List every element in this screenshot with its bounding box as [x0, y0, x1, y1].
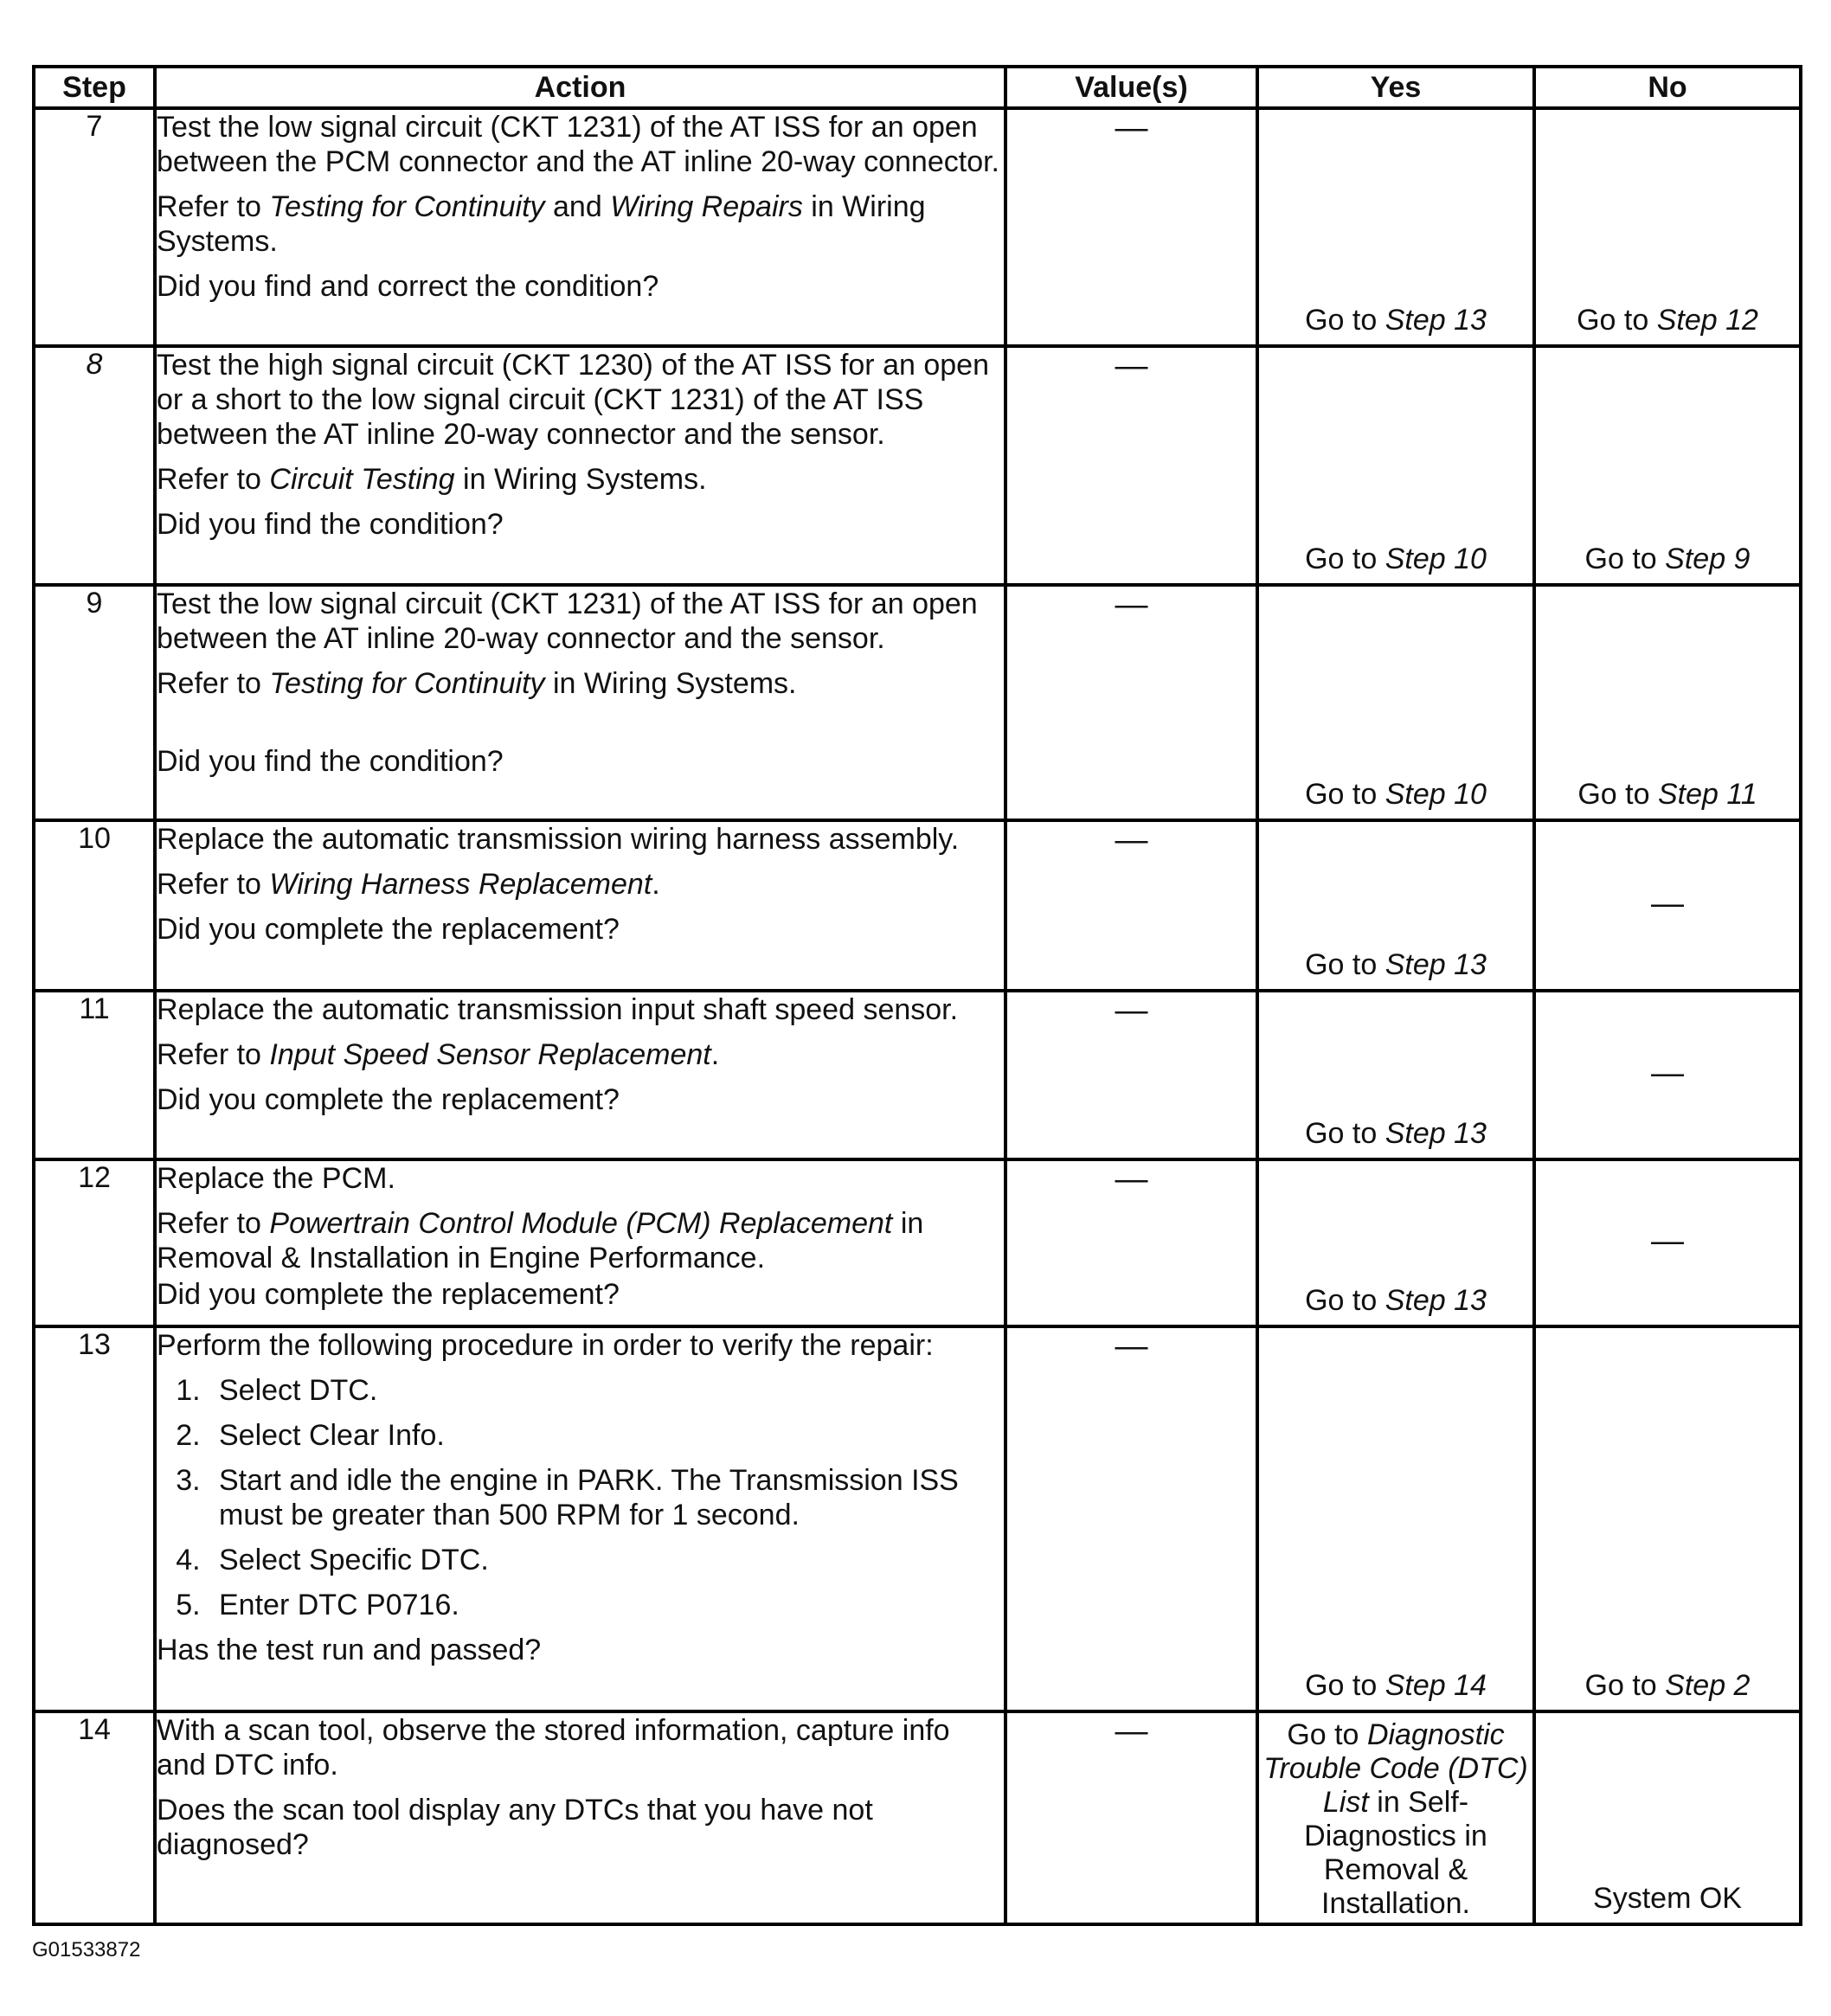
yes-cell	[1257, 1711, 1534, 1924]
action-cell	[155, 108, 1005, 346]
yes-reference: Go to Diagnostic Trouble Code (DTC) List in Self-Diagnostics in Removal & Installation.	[1263, 1718, 1528, 1920]
action-cell	[155, 991, 1005, 1159]
step-number: 7	[34, 108, 155, 346]
yes-cell: Go to Step 13	[1257, 820, 1534, 991]
value-cell: —	[1005, 991, 1257, 1159]
yes-cell: Go to Step 13	[1257, 1159, 1534, 1326]
action-question: Did you find the condition?	[157, 508, 504, 541]
yes-cell: Go to Step 13	[1257, 108, 1534, 346]
action-question: Has the test run and passed?	[157, 1634, 542, 1666]
yes-cell: Go to Step 10	[1257, 346, 1534, 585]
header-row	[34, 67, 1801, 108]
action-text: Replace the automatic transmission wiring harness assembly.	[157, 823, 960, 856]
figure-code: G01533872	[32, 1938, 141, 1961]
value-cell: —	[1005, 1326, 1257, 1711]
action-question: Did you complete the replacement?	[157, 1278, 620, 1311]
step-number: 10	[34, 820, 155, 991]
value-cell: —	[1005, 585, 1257, 820]
header-action: Action	[155, 67, 1005, 108]
header-values: Value(s)	[1005, 67, 1257, 108]
action-refer: Refer to Input Speed Sensor Replacement.	[157, 1038, 720, 1071]
value-cell: —	[1005, 346, 1257, 585]
action-question: Does the scan tool display any DTCs that you have not diagnosed?	[157, 1794, 873, 1861]
list-item: 5. Enter DTC P0716.	[209, 1588, 1004, 1622]
yes-cell: Go to Step 13	[1257, 991, 1534, 1159]
table-row	[34, 820, 1801, 991]
action-cell	[155, 1326, 1005, 1711]
step-number: 13	[34, 1326, 155, 1711]
action-text: With a scan tool, observe the stored information, capture info and DTC info.	[157, 1714, 950, 1782]
action-cell	[155, 820, 1005, 991]
procedure-list	[157, 1373, 1004, 1622]
header-no: No	[1534, 67, 1801, 108]
table-row	[34, 108, 1801, 346]
no-cell: —	[1534, 820, 1801, 991]
value-cell: —	[1005, 1711, 1257, 1924]
list-item: 3. Start and idle the engine in PARK. The Transmission ISS must be greater than 500 RPM for 1 second.	[209, 1463, 1004, 1532]
action-cell	[155, 346, 1005, 585]
table-row	[34, 1711, 1801, 1924]
no-cell: Go to Step 12	[1534, 108, 1801, 346]
action-question: Did you find the condition?	[157, 745, 504, 778]
table-row	[34, 585, 1801, 820]
step-number: 12	[34, 1159, 155, 1326]
action-cell	[155, 1711, 1005, 1924]
action-refer: Refer to Testing for Continuity in Wiring Systems.	[157, 667, 797, 700]
value-cell: —	[1005, 820, 1257, 991]
action-text: Test the low signal circuit (CKT 1231) of the AT ISS for an open between the PCM connector and the AT inline 20-way connector.	[157, 111, 999, 178]
action-text: Test the low signal circuit (CKT 1231) of the AT ISS for an open between the AT inline 20-way connector and the sensor.	[157, 587, 978, 655]
no-cell: —	[1534, 1159, 1801, 1326]
step-number: 8	[34, 346, 155, 585]
action-question: Did you complete the replacement?	[157, 913, 620, 946]
action-refer: Refer to Powertrain Control Module (PCM) Replacement in Removal & Installation in Engine Performance.	[157, 1207, 924, 1274]
table-row	[34, 346, 1801, 585]
action-refer: Refer to Wiring Harness Replacement.	[157, 868, 660, 901]
action-question: Did you find and correct the condition?	[157, 270, 659, 303]
yes-cell: Go to Step 10	[1257, 585, 1534, 820]
list-item: 4. Select Specific DTC.	[209, 1543, 1004, 1577]
action-question: Did you complete the replacement?	[157, 1083, 620, 1116]
header-step: Step	[34, 67, 155, 108]
header-yes: Yes	[1257, 67, 1534, 108]
no-cell: —	[1534, 991, 1801, 1159]
no-cell: Go to Step 2	[1534, 1326, 1801, 1711]
action-text: Perform the following procedure in order to verify the repair:	[157, 1329, 934, 1362]
no-cell: Go to Step 9	[1534, 346, 1801, 585]
no-cell: Go to Step 11	[1534, 585, 1801, 820]
action-refer: Refer to Circuit Testing in Wiring Systems.	[157, 463, 707, 496]
table-row	[34, 991, 1801, 1159]
table-row	[34, 1159, 1801, 1326]
step-number: 9	[34, 585, 155, 820]
list-item: 2. Select Clear Info.	[209, 1418, 1004, 1453]
step-number: 11	[34, 991, 155, 1159]
diagnostic-table	[32, 65, 1802, 1926]
action-refer: Refer to Testing for Continuity and Wiring Repairs in Wiring Systems.	[157, 190, 926, 258]
value-cell: —	[1005, 108, 1257, 346]
value-cell: —	[1005, 1159, 1257, 1326]
action-cell	[155, 1159, 1005, 1326]
step-number: 14	[34, 1711, 155, 1924]
action-text: Test the high signal circuit (CKT 1230) of the AT ISS for an open or a short to the low signal circuit (CKT 1231) of the AT ISS between the AT inline 20-way connector and the sensor.	[157, 349, 989, 451]
no-cell: System OK	[1534, 1711, 1801, 1924]
action-text: Replace the PCM.	[157, 1162, 395, 1195]
action-text: Replace the automatic transmission input shaft speed sensor.	[157, 993, 959, 1026]
action-cell	[155, 585, 1005, 820]
list-item: 1. Select DTC.	[209, 1373, 1004, 1408]
table-row	[34, 1326, 1801, 1711]
yes-cell: Go to Step 14	[1257, 1326, 1534, 1711]
